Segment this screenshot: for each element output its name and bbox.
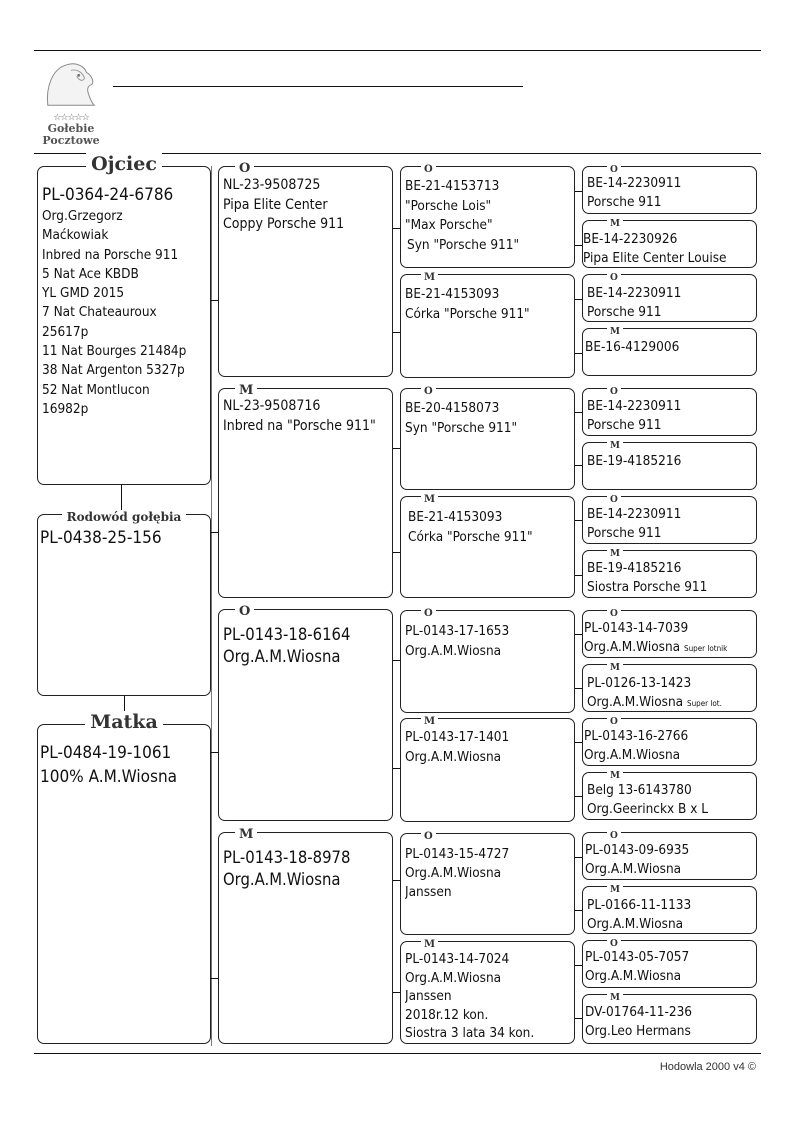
connector (211, 300, 218, 301)
sex-label: M (607, 885, 623, 895)
connector (211, 166, 212, 1046)
pigeon-info: Córka "Porsche 911" (408, 528, 533, 545)
ancestor-card[interactable] (582, 166, 757, 214)
ring-number: PL-0166-11-1133 (587, 897, 692, 913)
ring-number: BE-19-4185216 (587, 453, 682, 469)
pigeon-info: Coppy Porsche 911 (223, 216, 345, 232)
connector (393, 880, 400, 881)
pigeon-name: Org.A.M.Wiosna (587, 693, 684, 710)
ring-number: PL-0143-17-1401 (405, 729, 510, 745)
ring-number: PL-0143-15-4727 (405, 846, 510, 862)
mother-ring: PL-0484-19-1061 (40, 743, 172, 763)
logo-text-2: Pocztowe (42, 134, 100, 147)
sex-label: M (421, 716, 438, 727)
pigeon-info: Inbred na "Porsche 911" (223, 417, 376, 434)
connector (393, 332, 400, 333)
footer-credit: Hodowla 2000 v4 © (659, 1061, 756, 1073)
sex-label: O (607, 831, 621, 841)
subject-card[interactable] (37, 510, 211, 696)
parent-card-sire[interactable] (218, 604, 393, 821)
subject-ring: PL-0438-25-156 (40, 528, 162, 548)
ancestor-card[interactable] (582, 994, 757, 1044)
pigeon-name: Org.Geerinckx B x L (587, 800, 709, 817)
ring-number: BE-14-2230911 (587, 506, 682, 522)
pigeon-info: "Porsche Lois" (405, 197, 492, 214)
connector (393, 228, 400, 229)
pigeon-info: Org.A.M.Wiosna (223, 647, 341, 666)
pigeon-name: Porsche 911 (587, 416, 662, 433)
pigeon-name: Org.Leo Hermans (585, 1022, 691, 1039)
ring-number: NL-23-9508716 (223, 398, 321, 414)
pigeon-head-icon (42, 58, 100, 110)
connector (211, 978, 218, 979)
ancestor-card[interactable] (582, 772, 757, 820)
sex-label: M (607, 771, 623, 781)
connector (211, 752, 218, 753)
sex-label: O (607, 165, 621, 175)
ancestor-card[interactable] (582, 610, 757, 658)
pigeon-note: Super lot. (687, 698, 722, 708)
ring-number: PL-0143-18-6164 (223, 625, 351, 644)
pigeon-note: Super lotnik (684, 643, 728, 653)
father-info: 5 Nat Ace KBDB (42, 265, 139, 282)
ring-number: PL-0143-09-6935 (585, 842, 690, 858)
ring-number: BE-19-4185216 (587, 560, 682, 576)
sex-label: M (421, 494, 438, 505)
ring-number: Belg 13-6143780 (587, 782, 692, 798)
father-label: Ojciec (86, 153, 162, 175)
connector (393, 448, 400, 449)
sex-label: O (607, 717, 621, 727)
parent-card-dam[interactable] (218, 827, 393, 1044)
father-info: Org.Grzegorz (42, 208, 123, 224)
father-info: 11 Nat Bourges 21484p (42, 343, 187, 360)
ancestor-card[interactable] (582, 550, 757, 598)
parent-card-sire[interactable] (218, 161, 393, 377)
parent-card-dam[interactable] (218, 383, 393, 598)
grandparent-card[interactable] (400, 496, 575, 598)
ancestor-card[interactable] (582, 832, 757, 880)
pigeon-info: Syn "Porsche 911" (407, 236, 520, 253)
father-info: YL GMD 2015 (42, 285, 125, 302)
ring-number: DV-01764-11-236 (585, 1004, 693, 1020)
pigeon-name: Porsche 911 (587, 303, 662, 320)
ring-number: PL-0143-17-1653 (405, 623, 510, 639)
ring-number: BE-16-4129006 (585, 339, 680, 355)
sex-label: M (421, 939, 438, 950)
father-info: 16982p (42, 400, 89, 417)
grandparent-card[interactable] (400, 388, 575, 490)
sex-label: M (235, 827, 257, 842)
sex-label: M (421, 272, 438, 283)
sex-label: M (235, 383, 257, 398)
rating-stars: ☆☆☆☆☆ (53, 113, 89, 123)
connector (393, 552, 400, 553)
grandparent-card[interactable] (400, 833, 575, 935)
pigeon-info: Janssen (405, 988, 452, 1004)
ring-number: BE-14-2230911 (587, 175, 682, 191)
connector (211, 532, 218, 533)
sex-label: O (235, 161, 254, 176)
sex-label: O (421, 164, 436, 175)
pigeon-name: Org.A.M.Wiosna (585, 967, 682, 984)
father-info: Inbred na Porsche 911 (42, 246, 179, 263)
ancestor-card[interactable] (582, 442, 757, 490)
father-info: 38 Nat Argenton 5327p (42, 362, 185, 379)
sex-label: M (607, 219, 623, 229)
sex-label: O (421, 386, 436, 397)
ring-number: BE-21-4153713 (405, 178, 500, 194)
ancestor-card[interactable] (582, 220, 757, 268)
sex-label: O (421, 831, 436, 842)
pigeon-info: Org.A.M.Wiosna (405, 865, 502, 881)
father-card[interactable] (37, 153, 211, 485)
pigeon-info: Pipa Elite Center (223, 196, 328, 213)
sex-label: M (607, 993, 623, 1003)
father-info: Maćkowiak (42, 227, 109, 244)
mother-label: Matka (85, 711, 163, 733)
ring-number: BE-14-2230926 (583, 231, 678, 247)
ring-number: PL-0143-16-2766 (584, 728, 689, 744)
ancestor-card[interactable] (582, 274, 757, 322)
ancestor-card[interactable] (582, 388, 757, 436)
sex-label: M (607, 441, 623, 451)
pigeon-name: Org.A.M.Wiosna (584, 638, 681, 655)
pigeon-info: Org.A.M.Wiosna (223, 870, 341, 889)
pigeon-info: 2018r.12 kon. (405, 1006, 489, 1023)
father-info: 52 Nat Montlucon (42, 381, 150, 398)
connector (393, 768, 400, 769)
ring-number: NL-23-9508725 (223, 177, 321, 193)
top-rule (34, 50, 761, 51)
pigeon-info: Janssen (405, 884, 452, 900)
ancestor-card[interactable] (582, 718, 757, 766)
ring-number: BE-21-4153093 (405, 286, 500, 302)
pigeon-name: Org.A.M.Wiosna (585, 860, 682, 877)
ring-number: PL-0143-14-7024 (405, 951, 510, 967)
sex-label: O (421, 608, 436, 619)
ring-number: PL-0143-18-8978 (223, 848, 351, 867)
father-ring: PL-0364-24-6786 (42, 185, 174, 205)
ancestor-card[interactable] (582, 940, 757, 988)
pigeon-name: Siostra Porsche 911 (587, 578, 708, 595)
pigeon-info: Org.A.M.Wiosna (405, 969, 502, 986)
grandparent-card[interactable] (400, 610, 575, 713)
pigeon-info: Org.A.M.Wiosna (405, 748, 502, 765)
ring-number: BE-20-4158073 (405, 400, 500, 416)
ring-number: PL-0143-14-7039 (584, 620, 689, 636)
logo (36, 58, 106, 146)
pigeon-name: Porsche 911 (587, 193, 662, 210)
connector (393, 660, 400, 661)
father-info: 7 Nat Chateauroux (42, 304, 157, 321)
father-info: 25617p (42, 323, 89, 340)
ring-number: BE-21-4153093 (408, 509, 503, 525)
sex-label: O (607, 939, 621, 949)
ancestor-card[interactable] (582, 886, 757, 934)
pigeon-name: Org.A.M.Wiosna (587, 915, 684, 932)
connector (393, 992, 400, 993)
pigeon-name: Org.A.M.Wiosna (584, 746, 681, 763)
ring-number: PL-0143-05-7057 (585, 949, 690, 965)
grandparent-card[interactable] (400, 274, 575, 378)
ancestor-card[interactable] (582, 328, 757, 376)
ring-number: BE-14-2230911 (587, 285, 682, 301)
grandparent-card[interactable] (400, 166, 575, 268)
sex-label: O (607, 273, 621, 283)
sex-label: M (607, 663, 623, 673)
subject-label: Rodowód gołębia (62, 510, 187, 524)
sex-label: M (607, 327, 623, 337)
pigeon-info: "Max Porsche" (405, 217, 493, 233)
sex-label: O (607, 387, 621, 397)
logo-text-1: Gołebie (47, 122, 95, 135)
sex-label: O (235, 604, 254, 619)
pigeon-name: Pipa Elite Center Louise (583, 249, 727, 266)
ancestor-card[interactable] (582, 664, 757, 712)
ring-number: PL-0126-13-1423 (587, 675, 692, 691)
sex-label: M (607, 549, 623, 559)
sex-label: O (607, 495, 621, 505)
pigeon-info: Siostra 3 lata 34 kon. (405, 1025, 535, 1041)
sex-label: O (607, 609, 621, 619)
grandparent-card[interactable] (400, 718, 575, 822)
grandparent-card[interactable] (400, 941, 575, 1044)
pigeon-info: Org.A.M.Wiosna (405, 642, 502, 659)
ancestor-card[interactable] (582, 496, 757, 544)
pigeon-info: Syn "Porsche 911" (405, 419, 518, 436)
pigeon-info: Córka "Porsche 911" (405, 305, 530, 322)
pigeon-name: Porsche 911 (587, 524, 662, 541)
footer-rule (34, 1053, 761, 1054)
mother-info: 100% A.M.Wiosna (40, 767, 178, 787)
title-underline (113, 86, 523, 87)
mother-card[interactable] (37, 711, 211, 1044)
ring-number: BE-14-2230911 (587, 398, 682, 414)
